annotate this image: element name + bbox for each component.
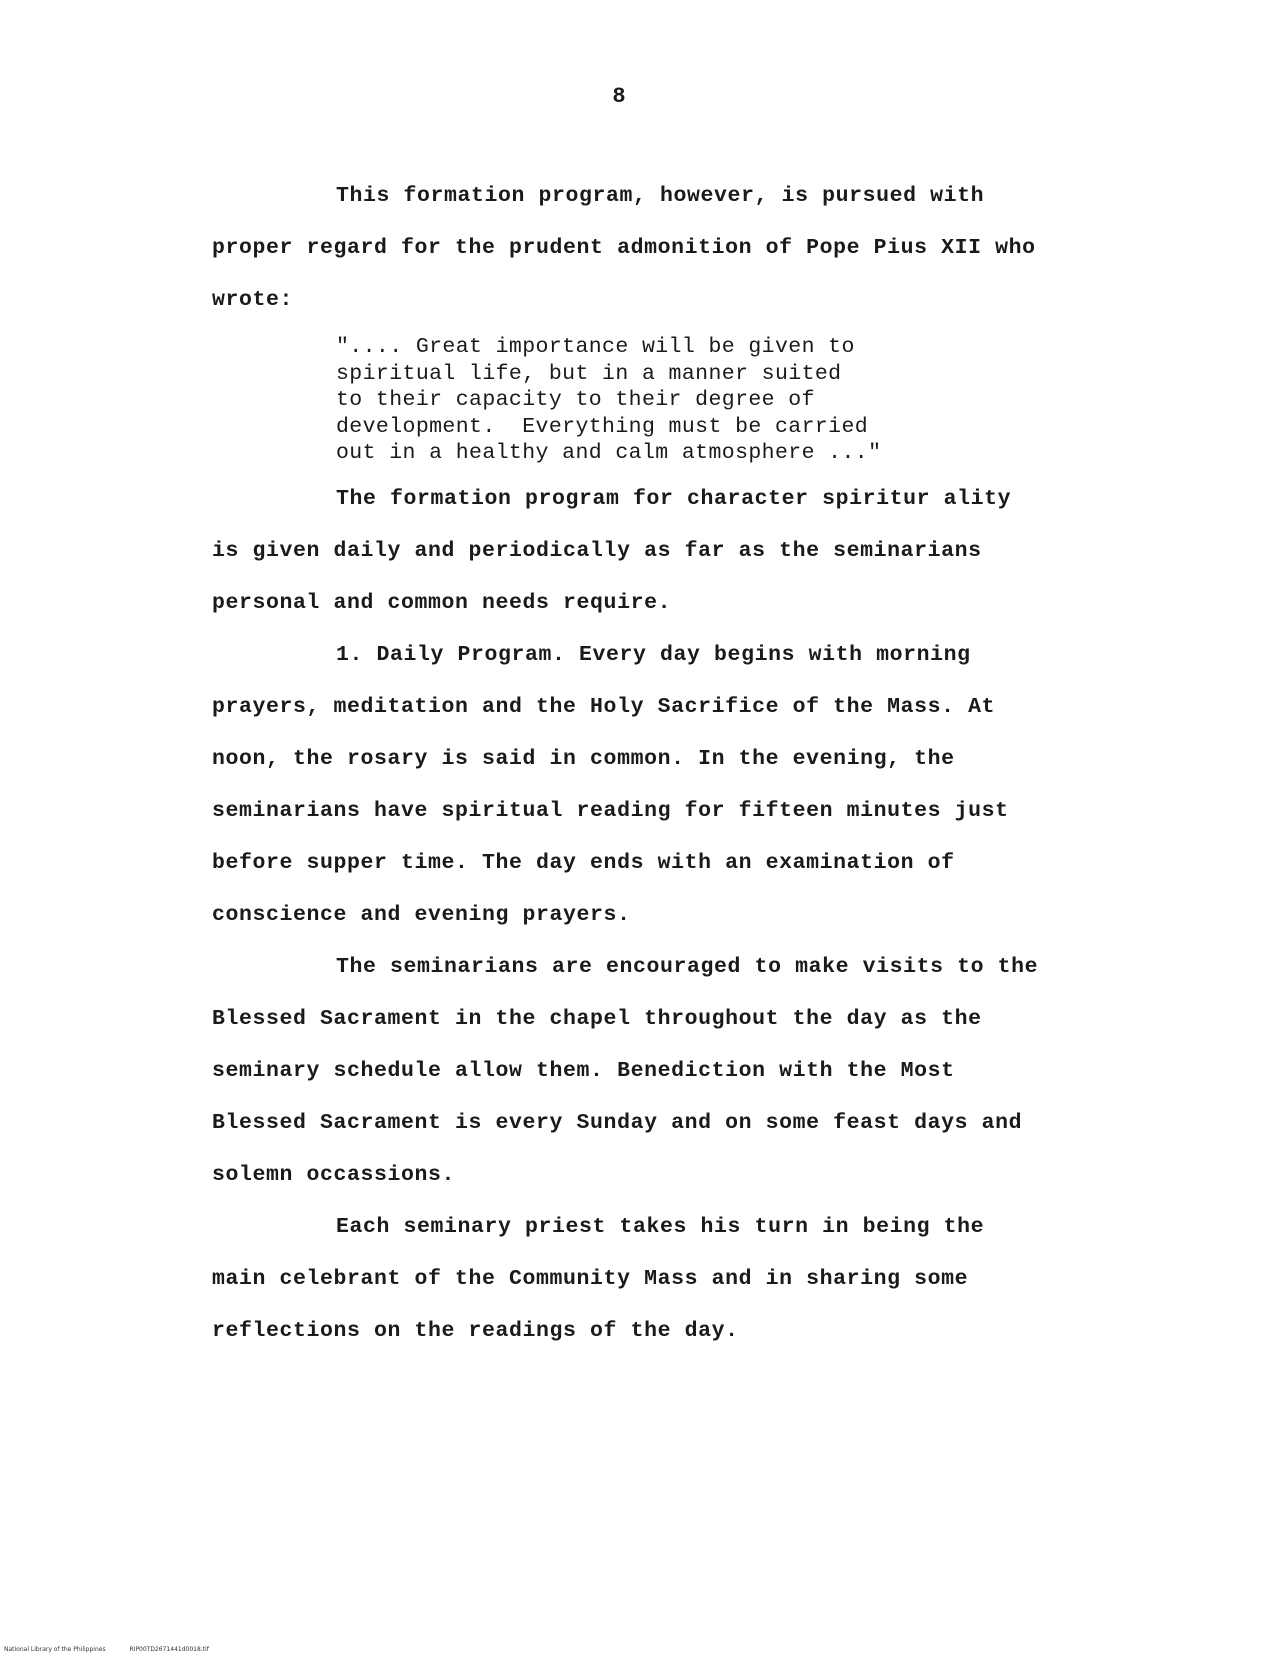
block-quote: ".... Great importance will be given to spiritual life, but in a manner suited to their capacity to their degree of development. Everything must be carried out in a healthy and calm atmosphere ..." (336, 335, 882, 465)
footer-filename: RIP00TD2671441d0018.tif (129, 1646, 209, 1653)
paragraph-daily-program: 1. Daily Program. Every day begins with morning prayers, meditation and the Holy Sacrifice of the Mass. At noon, the rosary is said in common. In the evening, the seminarians have spiritual reading for fifteen minutes just before supper time. The day ends with an examination of conscience and evening prayers. (212, 642, 1009, 927)
paragraph-formation: The formation program for character spiritur ality is given daily and periodically as far as the seminarians personal and common needs require. (212, 486, 1012, 615)
paragraph-visits: The seminarians are encouraged to make visits to the Blessed Sacrament in the chapel throughout the day as the seminary schedule allow them. Benediction with the Most Blessed Sacrament is every Sunday and on some feast days and solemn occassions. (212, 954, 1039, 1187)
footer-source: National Library of the Philippines (4, 1646, 106, 1653)
page-number: 8 (612, 84, 626, 109)
scan-footer (4, 1646, 231, 1653)
paragraph-intro: This formation program, however, is pursued with proper regard for the prudent admonition of Pope Pius XII who wrote: (212, 184, 1036, 312)
paragraph-priest: Each seminary priest takes his turn in being the main celebrant of the Community Mass and in sharing some reflections on the readings of the day. (212, 1214, 985, 1343)
document-body (212, 170, 1042, 1357)
